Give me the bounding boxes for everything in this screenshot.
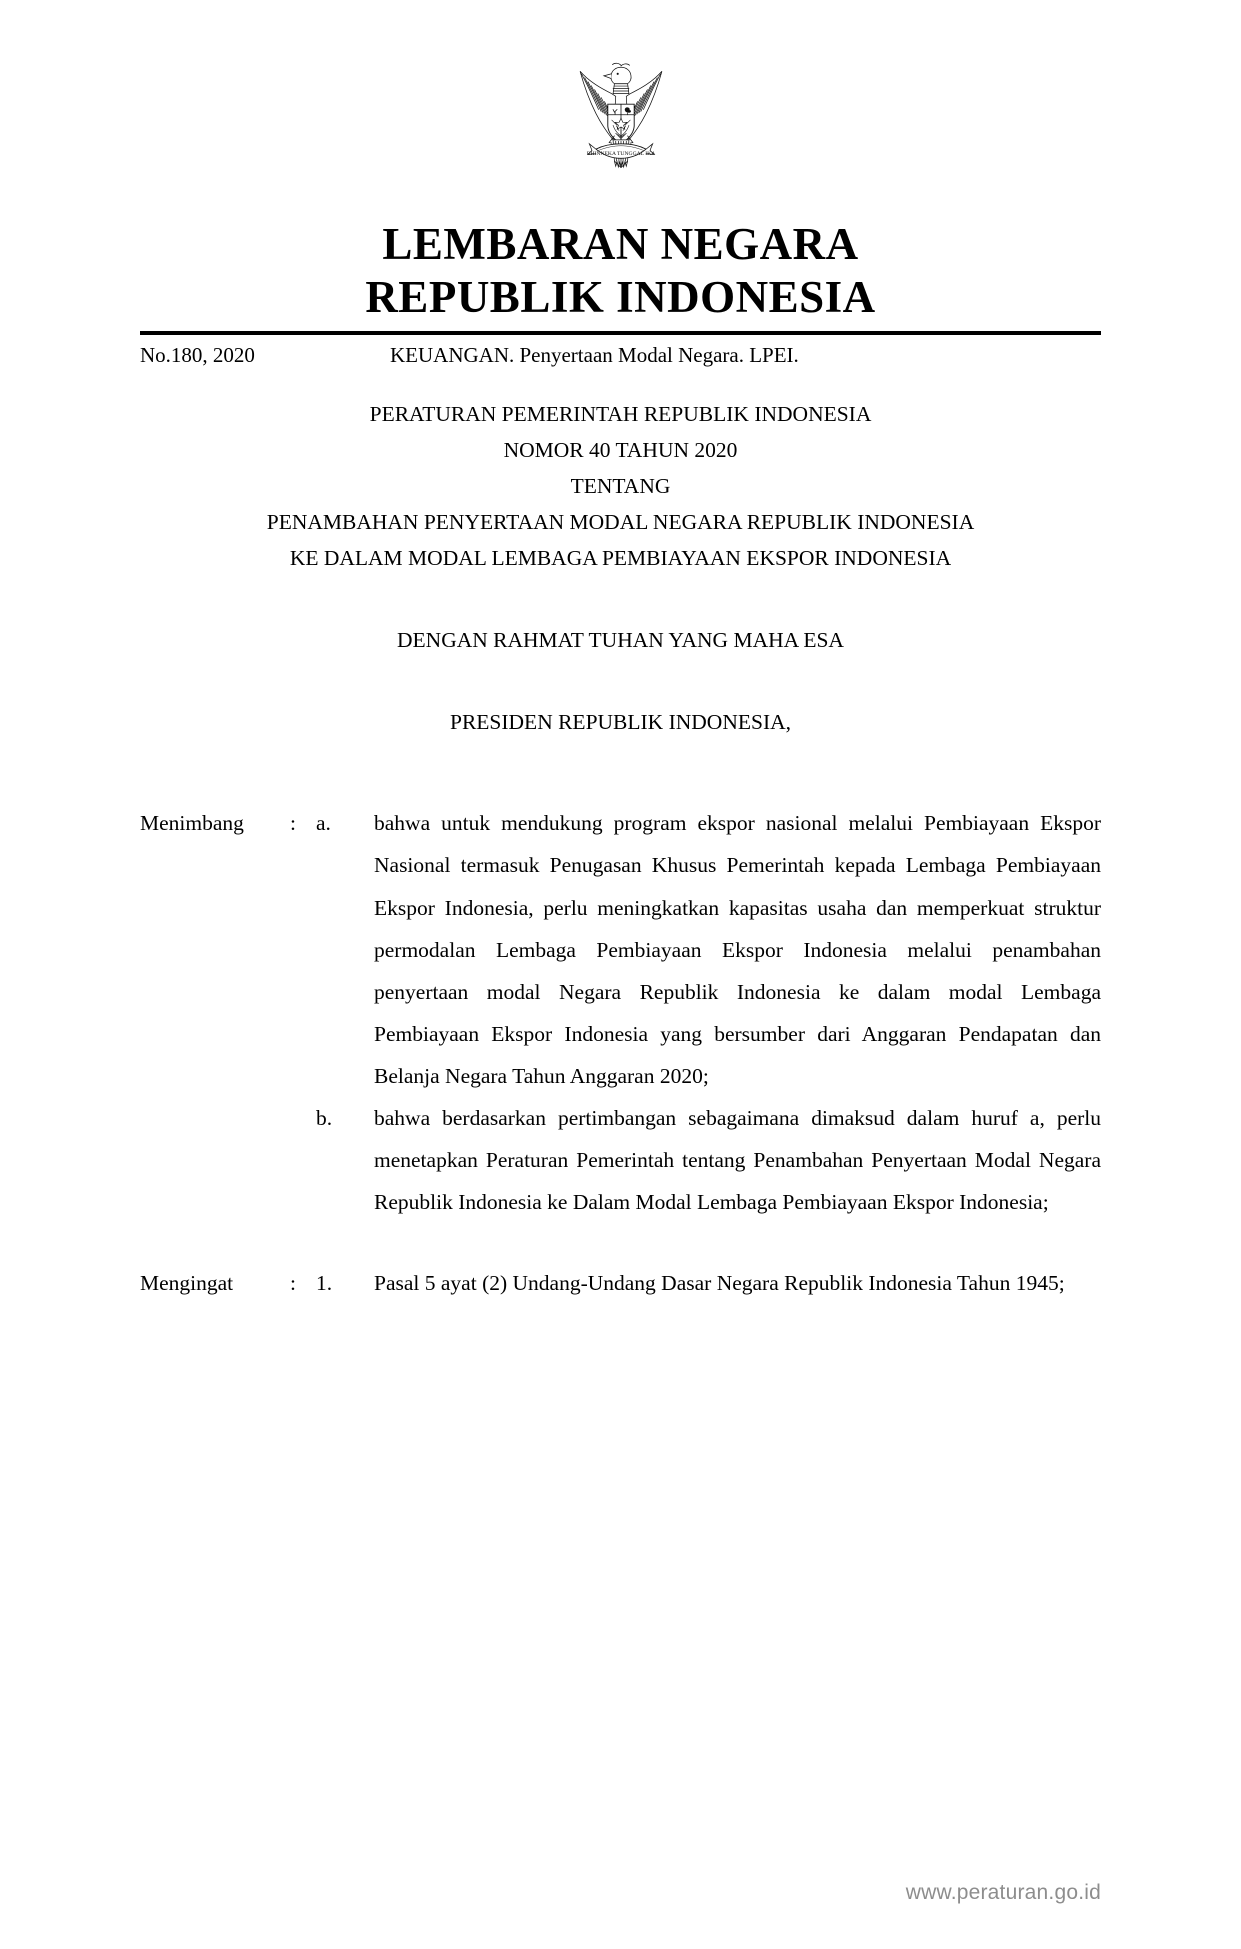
regulation-signatory: PRESIDEN REPUBLIK INDONESIA,: [449, 710, 792, 735]
regulation-title-block: [140, 396, 1101, 741]
consideration-item-a: [140, 802, 1101, 1097]
masthead-line-2: REPUBLIK INDONESIA: [365, 271, 876, 322]
regulation-authority: PERATURAN PEMERINTAH REPUBLIK INDONESIA: [369, 401, 872, 426]
regulation-subject-line-2: KE DALAM MODAL LEMBAGA PEMBIAYAAN EKSPOR INDONESIA: [289, 545, 952, 570]
consideration-marker-b: b.: [316, 1106, 333, 1131]
clauses-container: [140, 802, 1101, 1303]
regulation-about-label: TENTANG: [570, 473, 671, 498]
gazette-subject: KEUANGAN. Penyertaan Modal Negara. LPEI.: [390, 343, 799, 368]
emblem-container: [0, 0, 1241, 196]
garuda-pancasila-emblem: [555, 56, 687, 196]
gazette-number: No.180, 2020: [140, 343, 255, 368]
consideration-marker-a: a.: [316, 811, 331, 836]
regulation-invocation: DENGAN RAHMAT TUHAN YANG MAHA ESA: [397, 628, 844, 653]
masthead: [0, 218, 1241, 323]
regulation-number: NOMOR 40 TAHUN 2020: [503, 437, 738, 462]
consideration-label: Menimbang: [140, 811, 244, 836]
legal-basis-marker-1: 1.: [316, 1270, 333, 1295]
regulation-subject-line-1: PENAMBAHAN PENYERTAAN MODAL NEGARA REPUBLIK INDONESIA: [266, 509, 975, 534]
legal-basis-item-1: [140, 1262, 1101, 1304]
consideration-text-a: bahwa untuk mendukung program ekspor nasional melalui Pembiayaan Ekspor Nasional termasuk Penugasan Khusus Pemerintah kepada Lembaga Pembiayaan Ekspor Indonesia, perlu meningkatkan kapasitas usaha dan memperkuat struktur permodalan Lembaga Pembiayaan Ekspor Indonesia melalui penambahan penyertaan modal Negara Republik Indonesia ke dalam modal Lembaga Pembiayaan Ekspor Indonesia yang bersumber dari Anggaran Pendapatan dan Belanja Negara Tahun Anggaran 2020;: [374, 811, 1101, 1089]
legal-basis-text-1: Pasal 5 ayat (2) Undang-Undang Dasar Negara Republik Indonesia Tahun 1945;: [374, 1270, 1065, 1295]
gazette-header-row: [140, 342, 1101, 368]
consideration-colon: :: [290, 811, 296, 836]
emblem-motto: BHINNEKA TUNGGAL IKA: [586, 151, 655, 158]
footer-watermark: www.peraturan.go.id: [905, 1881, 1101, 1904]
legal-basis-label: Mengingat: [140, 1270, 234, 1295]
consideration-item-b: [140, 1097, 1101, 1223]
legal-basis-colon: :: [290, 1270, 296, 1295]
consideration-text-b: bahwa berdasarkan pertimbangan sebagaimana dimaksud dalam huruf a, perlu menetapkan Peraturan Pemerintah tentang Penambahan Penyertaan Modal Negara Republik Indonesia ke Dalam Modal Lembaga Pembiayaan Ekspor Indonesia;: [374, 1106, 1101, 1215]
header-divider: [140, 331, 1101, 335]
masthead-line-1: LEMBARAN NEGARA: [382, 219, 859, 269]
